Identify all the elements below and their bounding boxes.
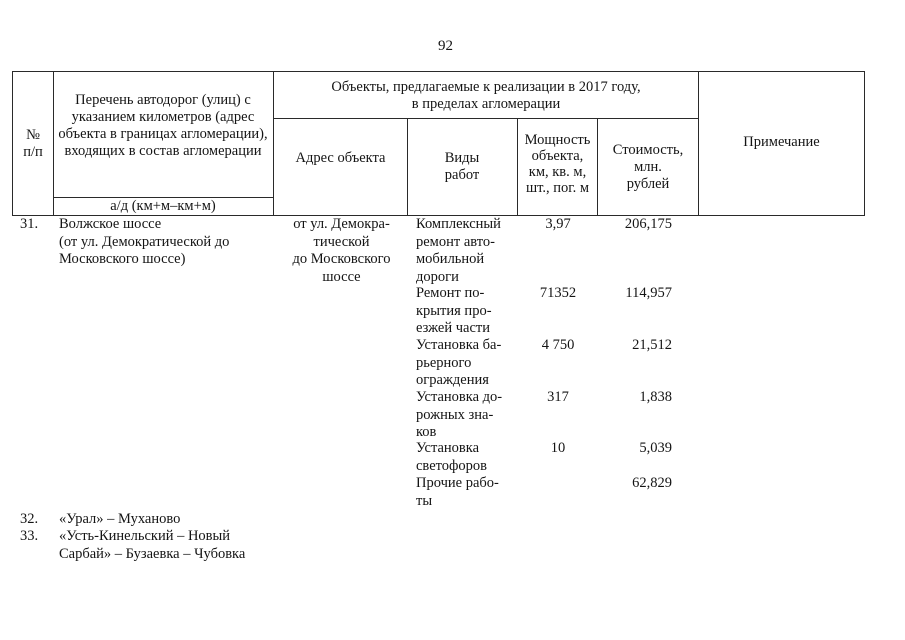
header-address: Адрес объекта	[295, 150, 386, 166]
row-address: от ул. Демокра- тической до Московского шоссе	[292, 216, 391, 285]
header-capacity: Мощность объекта, км, кв. м, шт., пог. м	[524, 132, 591, 196]
row-number: 32.	[20, 511, 39, 527]
work-cost: 1,838	[639, 389, 672, 405]
header-objects-group: Объекты, предлагаемые к реализации в 2017 году, в пределах агломерации	[331, 79, 641, 112]
row-road: «Урал» – Муханово	[59, 511, 181, 527]
row-road: Волжское шоссе (от ул. Демократической до Московского шоссе)	[59, 216, 230, 267]
work-capacity: 3,97	[545, 216, 571, 232]
work-type: Комплексный ремонт авто- мобильной дороги	[416, 216, 501, 285]
work-type: Ремонт по- крытия про- езжей части	[416, 285, 492, 336]
work-capacity: 4 750	[541, 337, 575, 353]
row-number: 33.	[20, 528, 39, 544]
work-cost: 5,039	[639, 440, 672, 456]
work-capacity: 10	[550, 440, 566, 456]
row-road: «Усть-Кинельский – Новый Сарбай» – Бузаевка – Чубовка	[59, 528, 246, 562]
work-type: Установка светофоров	[416, 440, 488, 474]
header-note: Примечание	[743, 134, 820, 150]
row-number: 31.	[20, 216, 39, 232]
work-cost: 62,829	[632, 475, 672, 491]
work-type: Установка до- рожных зна- ков	[416, 389, 503, 440]
work-type: Установка ба- рьерного ограждения	[416, 337, 502, 388]
work-cost: 114,957	[625, 285, 672, 301]
page-number: 92	[438, 38, 453, 54]
header-num: № п/п	[23, 127, 43, 160]
work-capacity: 71352	[539, 285, 577, 301]
work-cost: 21,512	[632, 337, 672, 353]
header-cost: Стоимость, млн. рублей	[612, 142, 684, 192]
work-capacity: 317	[547, 389, 569, 405]
work-type: Прочие рабо- ты	[416, 475, 499, 509]
work-cost: 206,175	[624, 216, 672, 232]
header-roads-sub: а/д (км+м–км+м)	[110, 198, 216, 214]
header-work-types: Виды работ	[444, 150, 480, 183]
header-roads: Перечень автодорог (улиц) с указанием километров (адрес объекта в границах агломерации), входящих в состав агломерации	[58, 92, 268, 159]
